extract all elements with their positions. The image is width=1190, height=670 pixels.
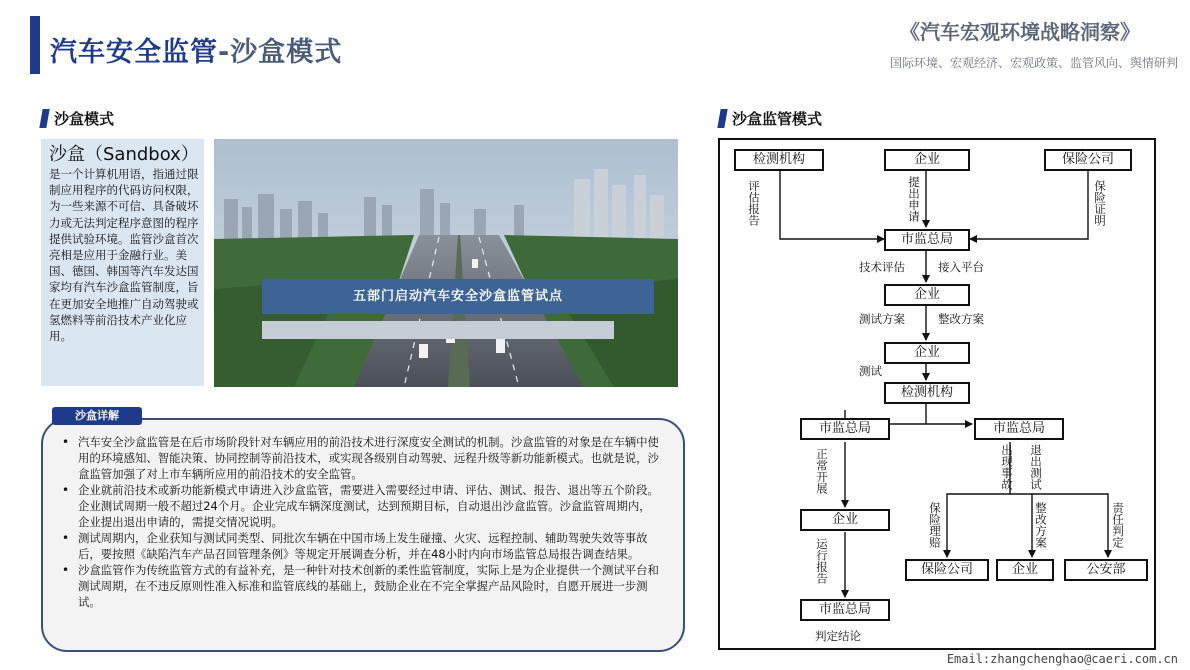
label-submit-application: 提出申请	[907, 176, 921, 222]
diagram-section-heading	[719, 108, 822, 129]
page-title	[50, 30, 342, 69]
node-police: 公安部	[1064, 559, 1148, 581]
label-normal-launch: 正常开展	[815, 448, 829, 494]
details-tag: 沙盒详解	[52, 407, 142, 425]
label-operation-report: 运行报告	[815, 538, 829, 584]
node-testing-agency-mid: 检测机构	[884, 382, 970, 404]
brand-title: 《汽车宏观环境战略洞察》	[900, 20, 1140, 44]
label-platform-access: 接入平台	[938, 260, 984, 274]
node-insurer-bottom: 保险公司	[905, 559, 989, 581]
highway-photo-drawing	[214, 139, 678, 387]
sandbox-definition: 是一个计算机用语，指通过限制应用程序的代码访问权限，为一些来源不可信、具备破坏力或无法判定程序意图的程序提供试验环境。监管沙盒首次亮相是应用于金融行业。美国、德国、韩国等汽车发达国家均有汽车沙盒监管制度，旨在更加安全地推广自动驾驶或氢燃料等前沿技术产业化应用。	[49, 167, 199, 344]
label-exit-test: 退出测试	[1029, 444, 1043, 490]
label-conclusion: 判定结论	[815, 629, 861, 643]
node-samr-1: 市监总局	[884, 229, 970, 251]
node-samr-left: 市监总局	[800, 418, 890, 440]
brand-subtitle: 国际环境、宏观经济、宏观政策、监管风向、舆情研判	[889, 56, 1178, 70]
sandbox-term: 沙盒（Sandbox）	[49, 144, 199, 165]
node-insurer-top: 保险公司	[1044, 149, 1132, 171]
label-test-plan: 测试方案	[859, 312, 905, 326]
list-item: • 企业就前沿技术或新功能新模式申请进入沙盒监管，需要进入需要经过申请、评估、测试、报告、退出等五个阶段。企业测试周期一般不超过24个月。企业完成车辆深度测试，达到预期目标，自动退出沙盒监管。沙盒监管周期内，企业提出退出申请的，需提交情况说明。	[60, 482, 662, 530]
title-accent-bar	[30, 16, 40, 74]
node-enterprise-2: 企业	[884, 284, 970, 306]
photo-banner-strip	[262, 321, 614, 339]
label-insurance-proof: 保险证明	[1093, 180, 1107, 226]
label-accident: 出现事故	[1000, 444, 1014, 490]
highway-city-photo	[214, 139, 678, 387]
page-title-main: 汽车安全监管	[50, 37, 218, 68]
node-enterprise-3: 企业	[884, 342, 970, 364]
arrow-insurer-to-samr	[970, 171, 1088, 239]
list-item: • 汽车安全沙盒监管是在后市场阶段针对车辆应用的前沿技术进行深度安全测试的机制。沙盒监管的对象是在车辆中使用的环境感知、智能决策、协同控制等前沿技术，或实现各级别自动驾驶、远程升级等新功能新模式。也就是说，沙盒监管加强了对上市车辆所应用的前沿技术的安全监管。	[60, 434, 662, 482]
node-testing-agency-top: 检测机构	[734, 149, 824, 171]
photo-banner: 五部门启动汽车安全沙盒监管试点	[262, 279, 654, 314]
arrow-testing-to-samr	[780, 171, 884, 239]
arrow-to-enterprise-bottom	[1010, 494, 1032, 557]
node-enterprise-top: 企业	[884, 149, 970, 171]
label-test: 测试	[859, 364, 882, 378]
list-item: • 测试周期内，企业获知与测试同类型、同批次车辆在中国市场上发生碰撞、火灾、远程控制、辅助驾驶失效等事故后，要按照《缺陷汽车产品召回管理条例》等规定开展调查分析，并在48小时内向市场监管总局报告调查结果。	[60, 530, 662, 562]
node-enterprise-bottom: 企业	[996, 559, 1054, 581]
sandbox-heading-text: 沙盒模式	[54, 110, 115, 128]
node-enterprise-left: 企业	[800, 509, 890, 531]
label-rectify-plan-2: 整改方案	[1034, 502, 1048, 548]
label-evaluate-report: 评估报告	[747, 180, 761, 226]
diagram-heading-text: 沙盒监管模式	[732, 110, 823, 128]
node-samr-right: 市监总局	[974, 418, 1064, 440]
section-marker-icon	[717, 109, 727, 128]
node-samr-bottom: 市监总局	[800, 599, 890, 621]
sandbox-section-heading	[41, 108, 114, 129]
section-marker-icon	[39, 109, 49, 128]
list-item: • 沙盒监管作为传统监管方式的有益补充，是一种针对技术创新的柔性监管制度，实际上是为企业提供一个测试平台和测试周期，在不违反原则性准入标准和监管底线的基础上，鼓励企业在不完全掌握产品风险时，自愿开展进一步测试。	[60, 562, 662, 610]
label-rectify-plan: 整改方案	[938, 312, 984, 326]
page-title-sub: -沙盒模式	[218, 37, 343, 68]
label-insurance-claim: 保险理赔	[928, 502, 942, 548]
footer-email: Email:zhangchenghao@caeri.com.cn	[946, 652, 1178, 666]
sandbox-intro-box	[41, 139, 204, 386]
details-list	[60, 434, 662, 610]
label-tech-evaluation: 技术评估	[859, 260, 905, 274]
sandbox-flow-diagram	[718, 138, 1156, 650]
label-liability: 责任判定	[1111, 502, 1125, 548]
